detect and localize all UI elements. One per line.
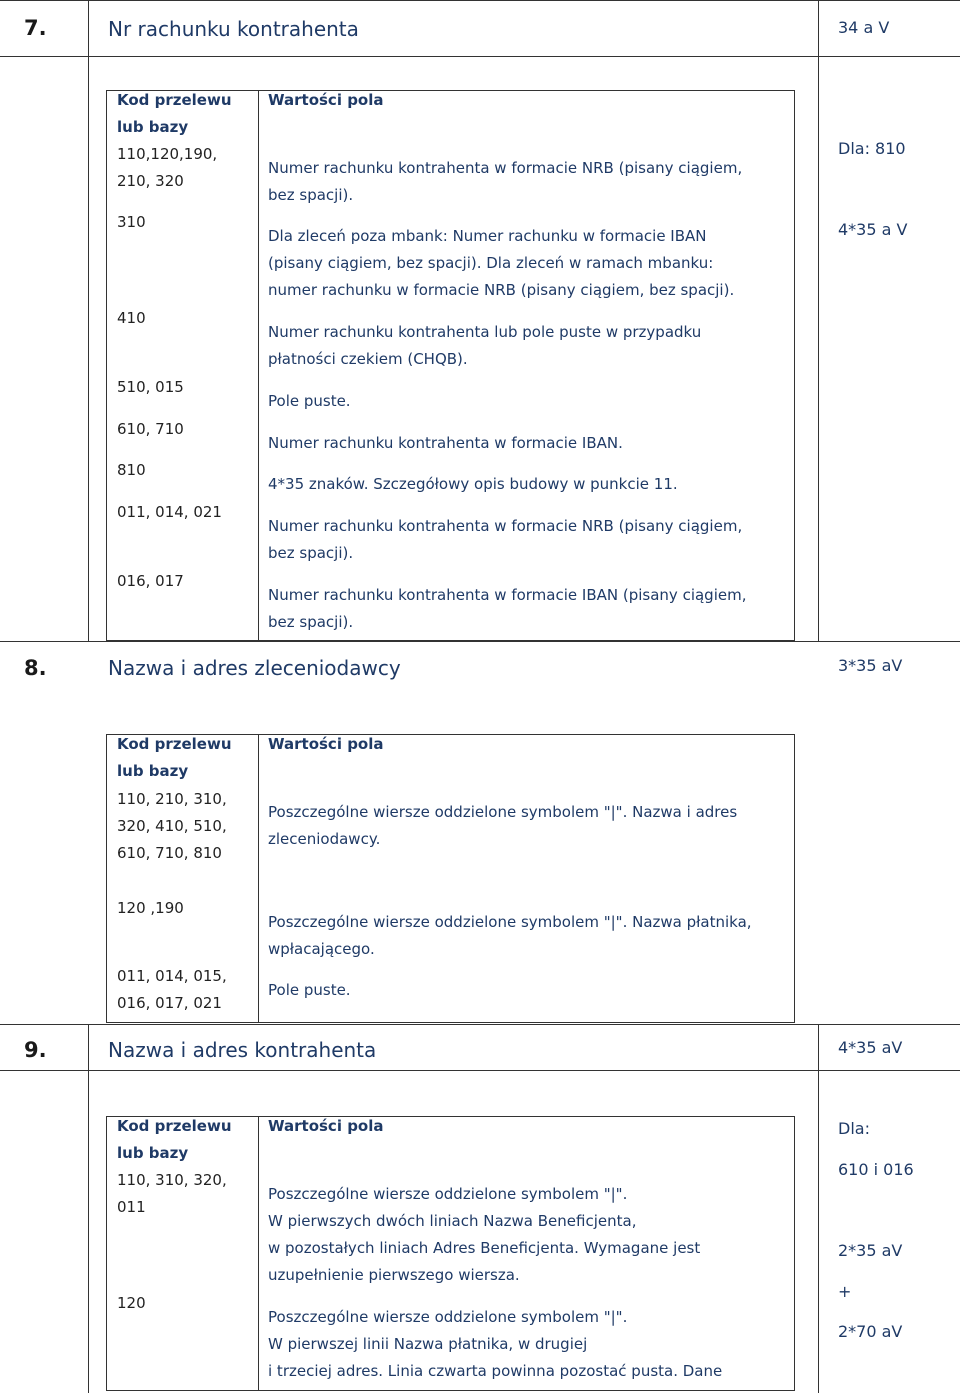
divider [88,0,89,57]
table-row-code: 210, 320 [117,172,184,190]
table-row-value: w pozostałych liniach Adres Beneficjenta. Wymagane jest [268,1239,701,1257]
table-row-code: 610, 710, 810 [117,844,222,862]
table-row-code: 320, 410, 510, [117,817,227,835]
section-7-side-format: 4*35 a V [838,220,908,239]
table-row-code: 120 [117,1294,146,1312]
section-9-number: 9. [24,1038,47,1062]
section-9-side: Dla: [838,1119,870,1138]
section-8-col2-header: Wartości pola [268,735,384,753]
divider [818,0,819,57]
divider [0,1070,960,1071]
table-row-value: Poszczególne wiersze oddzielone symbolem "|". [268,1308,628,1326]
table-row-value: Pole puste. [268,981,351,999]
table-row-code: 110, 310, 320, [117,1171,227,1189]
table-row-value: (pisany ciągiem, bez spacji). Dla zleceń w ramach mbanku: [268,254,714,272]
section-9-title: Nazwa i adres kontrahenta [108,1038,377,1062]
section-8-title: Nazwa i adres zleceniodawcy [108,656,401,680]
section-7-col1-header: lub bazy [117,118,189,136]
section-9-side: 2*35 aV [838,1241,903,1260]
section-8-col1-header: lub bazy [117,762,189,780]
table-row-code: 016, 017, 021 [117,994,222,1012]
table-row-value: numer rachunku w formacie NRB (pisany ciągiem, bez spacji). [268,281,735,299]
table-row-value: Poszczególne wiersze oddzielone symbolem "|". Nazwa i adres [268,803,738,821]
table-row-code: 110,120,190, [117,145,218,163]
section-7-side-for: Dla: 810 [838,139,906,158]
section-9-side: 2*70 aV [838,1322,903,1341]
divider [88,1024,89,1393]
table-row-value: 4*35 znaków. Szczegółowy opis budowy w punkcie 11. [268,475,678,493]
section-7-title: Nr rachunku kontrahenta [108,17,359,41]
section-7-col2-header: Wartości pola [268,91,384,109]
divider [818,57,819,641]
divider [258,90,259,641]
section-9-col1-header: lub bazy [117,1144,189,1162]
table-row-value: Poszczególne wiersze oddzielone symbolem "|". [268,1185,628,1203]
section-8-format: 3*35 aV [838,656,903,675]
table-row-code: 110, 210, 310, [117,790,227,808]
table-row-value: Numer rachunku kontrahenta w formacie NRB (pisany ciągiem, [268,517,743,535]
table-row-value: bez spacji). [268,544,354,562]
section-9-side: 610 i 016 [838,1160,914,1179]
divider [258,1116,259,1391]
table-row-value: Numer rachunku kontrahenta w formacie IBAN. [268,434,623,452]
table-row-code: 310 [117,213,146,231]
table-row-value: Dla zleceń poza mbank: Numer rachunku w formacie IBAN [268,227,707,245]
table-row-code: 016, 017 [117,572,184,590]
table-row-value: i trzeciej adres. Linia czwarta powinna pozostać pusta. Dane [268,1362,723,1380]
table-row-code: 011 [117,1198,146,1216]
table-row-code: 120 ,190 [117,899,184,917]
table-row-code: 610, 710 [117,420,184,438]
divider [88,57,89,641]
table-row-value: Numer rachunku kontrahenta w formacie IBAN (pisany ciągiem, [268,586,747,604]
section-7-format: 34 a V [838,18,890,37]
table-row-value: wpłacającego. [268,940,375,958]
section-9-col1-header: Kod przelewu [117,1117,232,1135]
table-row-value: bez spacji). [268,613,354,631]
table-row-value: Numer rachunku kontrahenta w formacie NRB (pisany ciągiem, [268,159,743,177]
divider [818,1024,819,1393]
section-9-side: + [838,1282,852,1301]
divider [0,1024,960,1025]
table-row-value: Numer rachunku kontrahenta lub pole puste w przypadku [268,323,702,341]
section-7-number: 7. [24,16,47,40]
section-9-format: 4*35 aV [838,1038,903,1057]
table-row-value: uzupełnienie pierwszego wiersza. [268,1266,520,1284]
table-row-value: W pierwszej linii Nazwa płatnika, w drugiej [268,1335,588,1353]
section-7-col1-header: Kod przelewu [117,91,232,109]
table-row-code: 011, 014, 015, [117,967,227,985]
table-row-code: 510, 015 [117,378,184,396]
section-8-col1-header: Kod przelewu [117,735,232,753]
section-8-number: 8. [24,656,47,680]
table-row-value: bez spacji). [268,186,354,204]
table-row-value: płatności czekiem (CHQB). [268,350,468,368]
table-row-code: 410 [117,309,146,327]
divider [258,734,259,1023]
table-row-value: W pierwszych dwóch liniach Nazwa Beneficjenta, [268,1212,637,1230]
table-row-value: Poszczególne wiersze oddzielone symbolem "|". Nazwa płatnika, [268,913,752,931]
table-row-value: Pole puste. [268,392,351,410]
section-9-col2-header: Wartości pola [268,1117,384,1135]
table-row-code: 810 [117,461,146,479]
divider [0,641,960,642]
table-row-code: 011, 014, 021 [117,503,222,521]
table-row-value: zleceniodawcy. [268,830,381,848]
